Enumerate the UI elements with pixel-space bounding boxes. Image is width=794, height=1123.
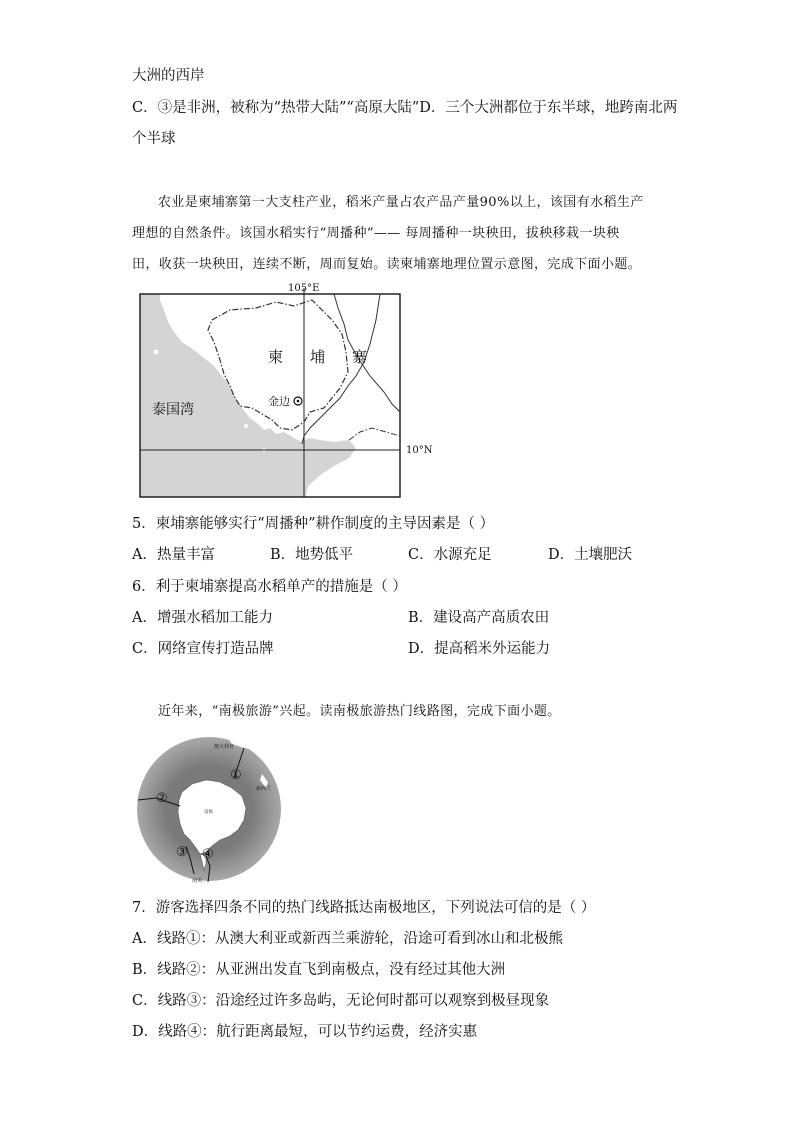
q6-option-d[interactable]: D．提高稻米外运能力 xyxy=(408,641,551,657)
q5-option-c[interactable]: C．水源充足 xyxy=(408,547,492,563)
passage1-line1: 农业是柬埔寨第一大支柱产业，稻米产量占农产品产量90%以上，该国有水稻生产 xyxy=(158,195,644,210)
passage1-line3: 田，收获一块秧田，连续不断，周而复始。读柬埔寨地理位置示意图，完成下面小题。 xyxy=(132,257,642,272)
q6-option-b[interactable]: B．建设高产高质农田 xyxy=(408,610,550,626)
q6-stem: 6．利于柬埔寨提高水稻单产的措施是（ ） xyxy=(132,579,407,595)
q5-option-a[interactable]: A．热量丰富 xyxy=(132,547,215,563)
label-australia: 澳大利亚 xyxy=(214,744,235,750)
q6-option-c[interactable]: C．网络宣传打造品牌 xyxy=(132,641,274,657)
route-1-mark: ① xyxy=(230,768,242,783)
q7-option-a[interactable]: A．线路①：从澳大利亚或新西兰乘游轮，沿途可看到冰山和北极熊 xyxy=(132,931,563,947)
capital-label: 金边 xyxy=(268,395,290,408)
cambodia-map xyxy=(134,280,440,502)
q7-stem: 7．游客选择四条不同的热门线路抵达南极地区，下列说法可信的是（ ） xyxy=(132,900,596,916)
prev-option-d-continuation: 个半球 xyxy=(132,131,176,147)
capital-marker-dot xyxy=(297,400,300,403)
route-3-mark: ③ xyxy=(176,845,188,860)
country-char-2: 埔 xyxy=(310,348,326,366)
lat-label: 10°N xyxy=(406,445,433,456)
q7-option-d[interactable]: D．线路④：航行距离最短，可以节约运费，经济实惠 xyxy=(132,1024,478,1040)
antarctic-route-map xyxy=(134,734,284,884)
q5-option-b[interactable]: B．地势低平 xyxy=(270,547,354,563)
prev-option-c-d: C．③是非洲，被称为“热带大陆”“高原大陆”D．三个大洲都位于东半球，地跨南北两 xyxy=(132,100,678,116)
gulf-label: 泰国湾 xyxy=(152,402,194,418)
q7-option-b[interactable]: B．线路②：从亚洲出发直飞到南极点，没有经过其他大洲 xyxy=(132,962,506,978)
route-2-mark: ② xyxy=(156,791,168,806)
lon-label: 105°E xyxy=(288,283,320,294)
country-char-1: 柬 xyxy=(268,348,284,366)
q7-option-c[interactable]: C．线路③：沿途经过许多岛屿，无论何时都可以观察到极昼现象 xyxy=(132,993,550,1009)
passage1-line2: 理想的自然条件。该国水稻实行“周播种”—— 每周播种一块秧田，拔秧移栽一块秧 xyxy=(132,226,620,241)
q5-option-d[interactable]: D．土壤肥沃 xyxy=(548,547,633,563)
passage2-line1: 近年来，“南极旅游”兴起。读南极旅游热门线路图，完成下面小题。 xyxy=(158,704,561,719)
q6-option-a[interactable]: A．增强水稻加工能力 xyxy=(132,610,273,626)
island xyxy=(154,350,159,355)
route-4-mark: ④ xyxy=(202,847,214,862)
island xyxy=(244,424,248,428)
prev-option-continuation: 大洲的西岸 xyxy=(132,68,205,84)
label-newzealand: 新西兰 xyxy=(256,786,272,792)
q5-stem: 5．柬埔寨能够实行“周播种”耕作制度的主导因素是（ ） xyxy=(132,516,495,532)
label-southamerica: 南美 xyxy=(192,878,203,884)
label-southpole: 南极 xyxy=(204,810,213,815)
country-char-3: 寨 xyxy=(352,348,368,366)
